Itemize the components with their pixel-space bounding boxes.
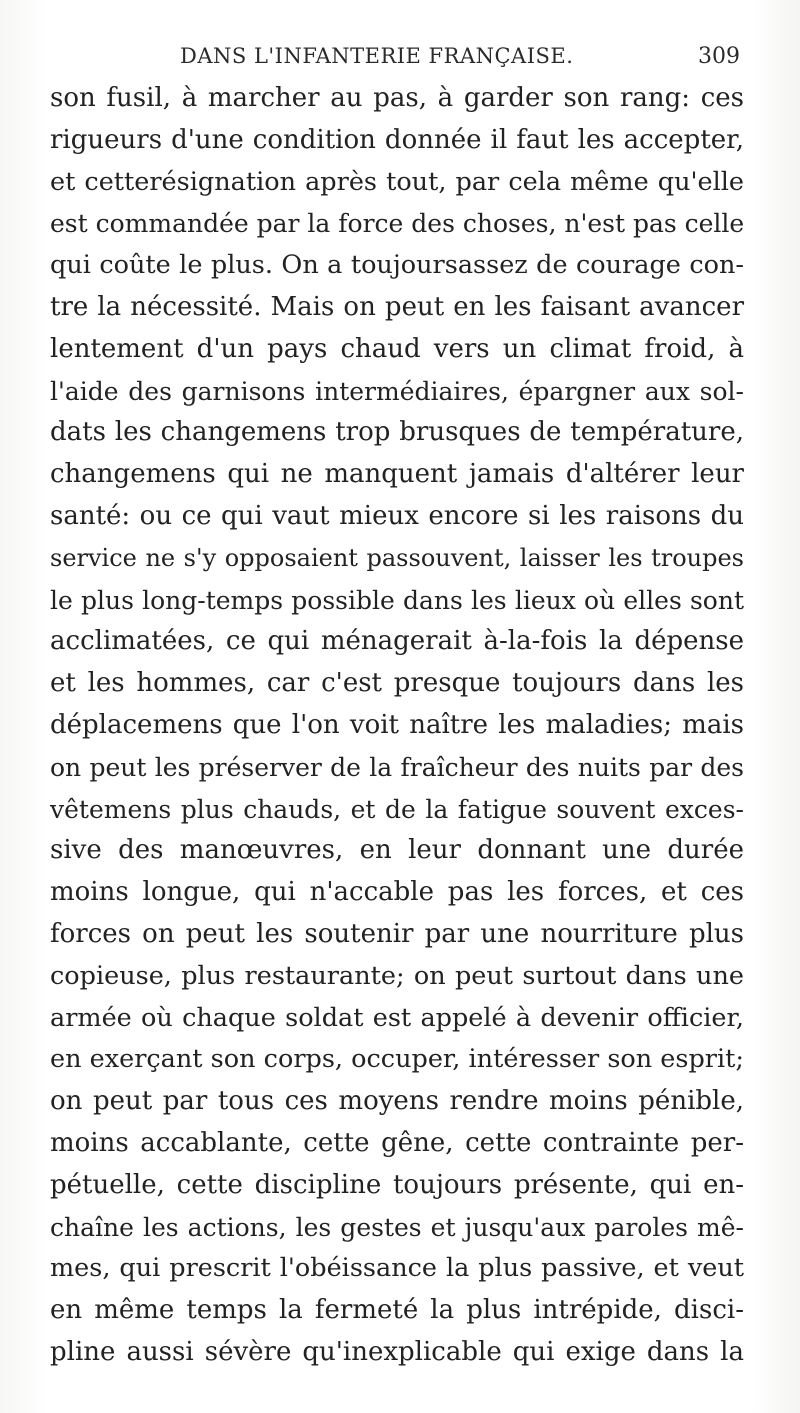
text-line: moins longue, qui n'accable pas les forces, et ces: [50, 877, 744, 908]
text-line: chaîne les actions, les gestes et jusqu'aux paroles mê-: [50, 1212, 744, 1242]
text-line: en même temps la fermeté la plus intrépide, disci-: [50, 1295, 744, 1326]
text-line: qui coûte le plus. On a toujoursassez de courage con-: [50, 250, 744, 281]
running-title: DANS L'INFANTERIE FRANÇAISE.: [180, 44, 574, 68]
text-line: est commandée par la force des choses, n'est pas celle: [50, 209, 745, 239]
text-line: et cetterésignation après tout, par cela même qu'elle: [50, 166, 744, 197]
text-line: pétuelle, cette discipline toujours présente, qui en-: [50, 1169, 744, 1200]
text-line: déplacemens que l'on voit naître les maladies; mais: [50, 709, 744, 740]
text-line: et les hommes, car c'est presque toujours dans les: [50, 668, 744, 699]
text-line: tre la nécessité. Mais on peut en les faisant avancer: [50, 291, 744, 322]
text-line: lentement d'un pays chaud vers un climat froid, à: [50, 333, 744, 364]
text-line: le plus long-temps possible dans les lieux où elles sont: [50, 585, 744, 615]
text-line: son fusil, à marcher au pas, à garder son rang: ces: [50, 83, 744, 113]
text-line: copieuse, plus restaurante; on peut surtout dans une: [50, 960, 744, 991]
text-line: dats les changemens trop brusques de température,: [50, 417, 744, 448]
text-line: vêtemens plus chauds, et de la fatigue souvent exces-: [50, 794, 744, 824]
text-line: on peut par tous ces moyens rendre moins pénible,: [50, 1086, 744, 1117]
running-head: [180, 40, 740, 80]
text-line: on peut les préserver de la fraîcheur des nuits par des: [50, 752, 744, 782]
text-line: sive des manœuvres, en leur donnant une durée: [50, 835, 744, 866]
text-line: rigueurs d'une condition donnée il faut les accepter,: [50, 124, 744, 155]
text-line: mes, qui prescrit l'obéissance la plus passive, et veut: [50, 1253, 744, 1284]
text-line: acclimatées, ce qui ménagerait à-la-fois la dépense: [50, 626, 744, 657]
body-text: [50, 78, 744, 1374]
text-line: service ne s'y opposaient passouvent, laisser les troupes: [50, 543, 744, 572]
text-line: pline aussi sévère qu'inexplicable qui exige dans la: [50, 1336, 744, 1367]
text-line: santé: ou ce qui vaut mieux encore si les raisons du: [50, 500, 744, 531]
text-line: en exerçant son corps, occuper, intéresser son esprit;: [50, 1044, 744, 1075]
text-line: changemens qui ne manquent jamais d'altérer leur: [50, 459, 744, 490]
text-line: armée où chaque soldat est appelé à devenir officier,: [50, 1002, 744, 1033]
text-line: forces on peut les soutenir par une nourriture plus: [50, 918, 744, 949]
text-line: moins accablante, cette gêne, cette contrainte per-: [50, 1127, 744, 1158]
page-number: 309: [698, 44, 740, 69]
text-line: l'aide des garnisons intermédiaires, épargner aux sol-: [50, 376, 744, 406]
